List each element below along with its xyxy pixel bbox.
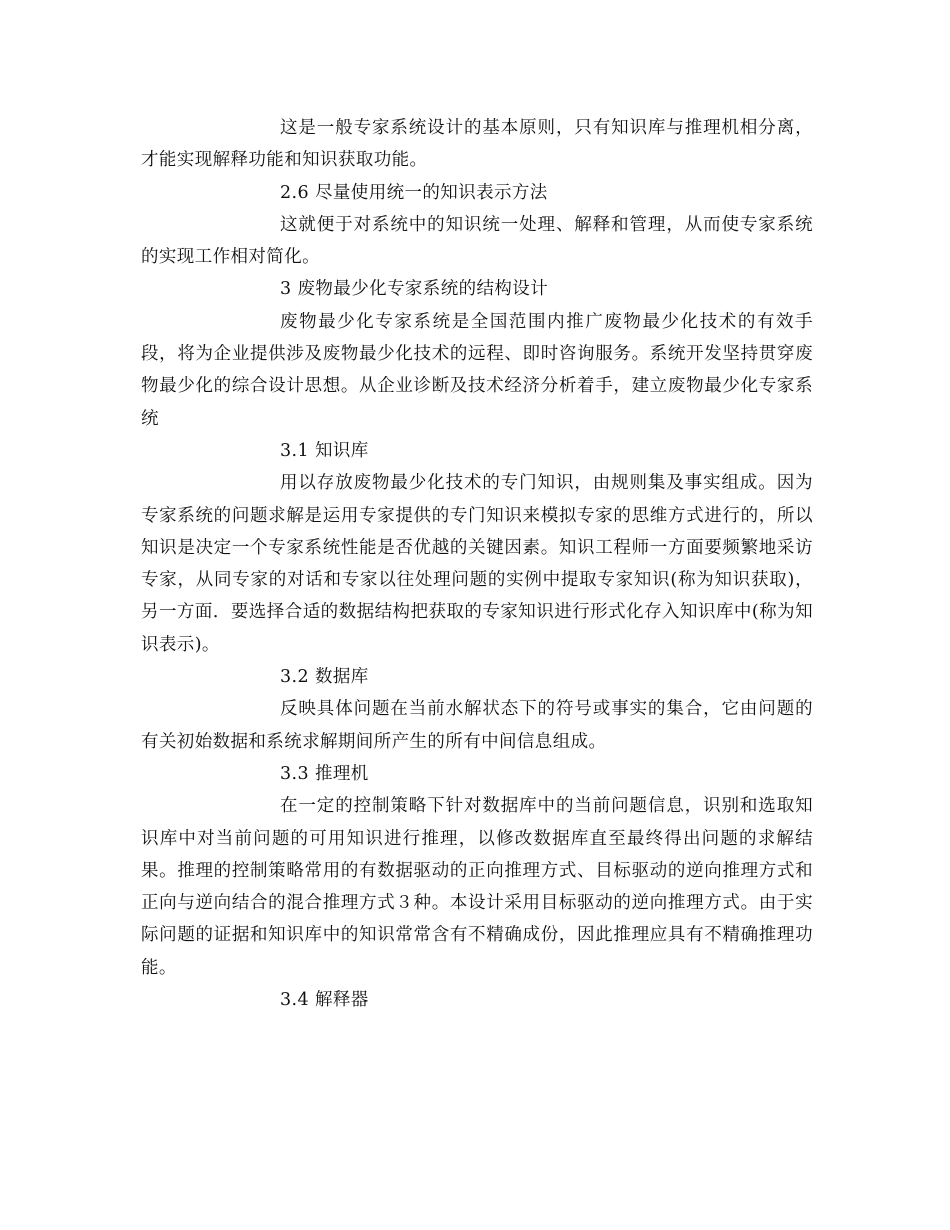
- section-heading-3-3: 3.3 推理机: [280, 763, 369, 784]
- paragraph-knowledge-base: 用以存放废物最少化技术的专门知识，由规则集及事实组成。因为专家系统的问题求解是运用专家提供的专门知识来模拟专家的思维方式进行的，所以知识是决定一个专家系统性能是否优越的关键因素。知识工程师一方面要频繁地采访专家，从同专家的对话和专家以往处理问题的实例中提取专家知识(称为知识获取)，另一方面．要选择合适的数据结构把获取的专家知识进行形式化存入知识库中(称为知识表示)。: [141, 473, 813, 655]
- section-heading-3-4: 3.4 解释器: [280, 990, 369, 1011]
- section-heading-3-1: 3.1 知识库: [280, 440, 369, 461]
- paragraph-separation-principle: 这是一般专家系统设计的基本原则，只有知识库与推理机相分离，才能实现解释功能和知识获取功能。: [141, 118, 813, 171]
- section-heading-3: 3 废物最少化专家系统的结构设计: [280, 279, 549, 300]
- section-heading-2-6: 2.6 尽量使用统一的知识表示方法: [280, 182, 548, 203]
- paragraph-database: 反映具体问题在当前水解状态下的符号或事实的集合，它由问题的有关初始数据和系统求解期间所产生的所有中间信息组成。: [141, 699, 813, 752]
- section-heading-3-2: 3.2 数据库: [280, 667, 369, 688]
- paragraph-system-overview: 废物最少化专家系统是全国范围内推广废物最少化技术的有效手段，将为企业提供涉及废物最少化技术的远程、即时咨询服务。系统开发坚持贯穿废物最少化的综合设计思想。从企业诊断及技术经济分析着手，建立废物最少化专家系统: [141, 311, 813, 429]
- document-body: [141, 112, 813, 1016]
- paragraph-unified-representation: 这就便于对系统中的知识统一处理、解释和管理，从而使专家系统的实现工作相对简化。: [141, 214, 813, 268]
- paragraph-inference-engine: 在一定的控制策略下针对数据库中的当前问题信息，识别和选取知识库中对当前问题的可用知识进行推理，以修改数据库直至最终得出问题的求解结果。推理的控制策略常用的有数据驱动的正向推理方式、目标驱动的逆向推理方式和正向与逆向结合的混合推理方式３种。本设计采用目标驱动的逆向推理方式。由于实际问题的证据和知识库中的知识常常含有不精确成份，因此推理应具有不精确推理功能。: [141, 796, 813, 978]
